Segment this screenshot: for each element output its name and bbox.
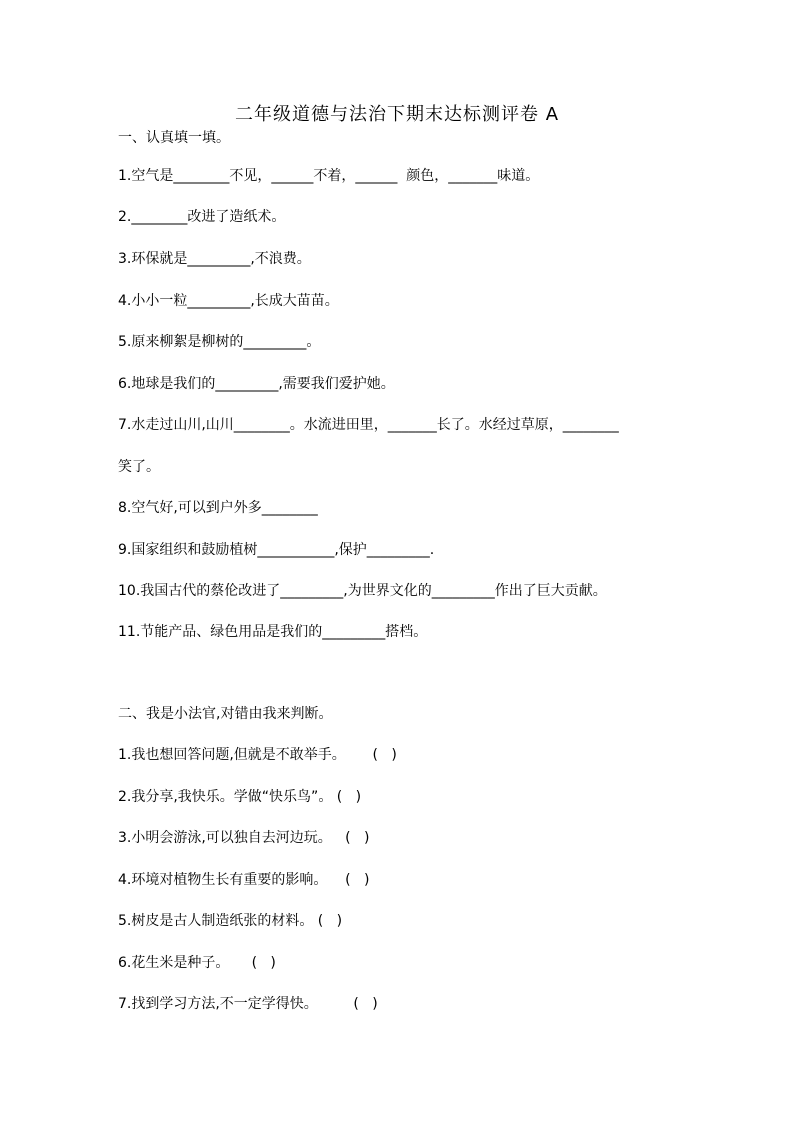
fill-question-3: 3.环保就是_________,不浪费。: [118, 251, 311, 267]
fill-question-9: 9.国家组织和鼓励植树___________,保护_________.: [118, 542, 435, 558]
fill-question-5: 5.原来柳絮是柳树的_________。: [118, 334, 321, 350]
judge-question-4: 4.环境对植物生长有重要的影响。 ( ): [118, 872, 370, 888]
fill-question-6: 6.地球是我们的_________,需要我们爱护她。: [118, 376, 395, 392]
fill-question-7: 7.水走过山川,山川________。水流进田里，_______长了。水经过草原，________: [118, 417, 619, 433]
judge-question-3: 3.小明会游泳,可以独自去河边玩。 ( ): [118, 830, 370, 846]
fill-question-1: 1.空气是________不见，______不着，______ 颜色，_______味道。: [118, 168, 540, 184]
fill-question-8: 8.空气好,可以到户外多________: [118, 500, 318, 516]
fill-question-2: 2.________改进了造纸术。: [118, 209, 286, 225]
exam-title: 二年级道德与法治下期末达标测评卷 A: [234, 104, 560, 125]
judge-question-1: 1.我也想回答问题,但就是不敢举手。 ( ): [118, 747, 397, 763]
section2-heading: 二、我是小法官,对错由我来判断。: [118, 706, 333, 722]
judge-question-5: 5.树皮是古人制造纸张的材料。 ( ): [118, 913, 343, 929]
judge-question-2: 2.我分享,我快乐。学做“快乐鸟”。 ( ): [118, 789, 362, 805]
fill-question-7-continued: 笑了。: [118, 459, 160, 475]
section1-heading: 一、认真填一填。: [118, 130, 230, 146]
fill-question-10: 10.我国古代的蔡伦改进了_________,为世界文化的_________作出了巨大贡献。: [118, 583, 607, 599]
fill-question-4: 4.小小一粒_________,长成大苗苗。: [118, 293, 339, 309]
judge-question-6: 6.花生米是种子。 ( ): [118, 955, 276, 971]
judge-question-7: 7.找到学习方法,不一定学得快。 ( ): [118, 996, 378, 1012]
fill-question-11: 11.节能产品、绿色用品是我们的_________搭档。: [118, 624, 428, 640]
